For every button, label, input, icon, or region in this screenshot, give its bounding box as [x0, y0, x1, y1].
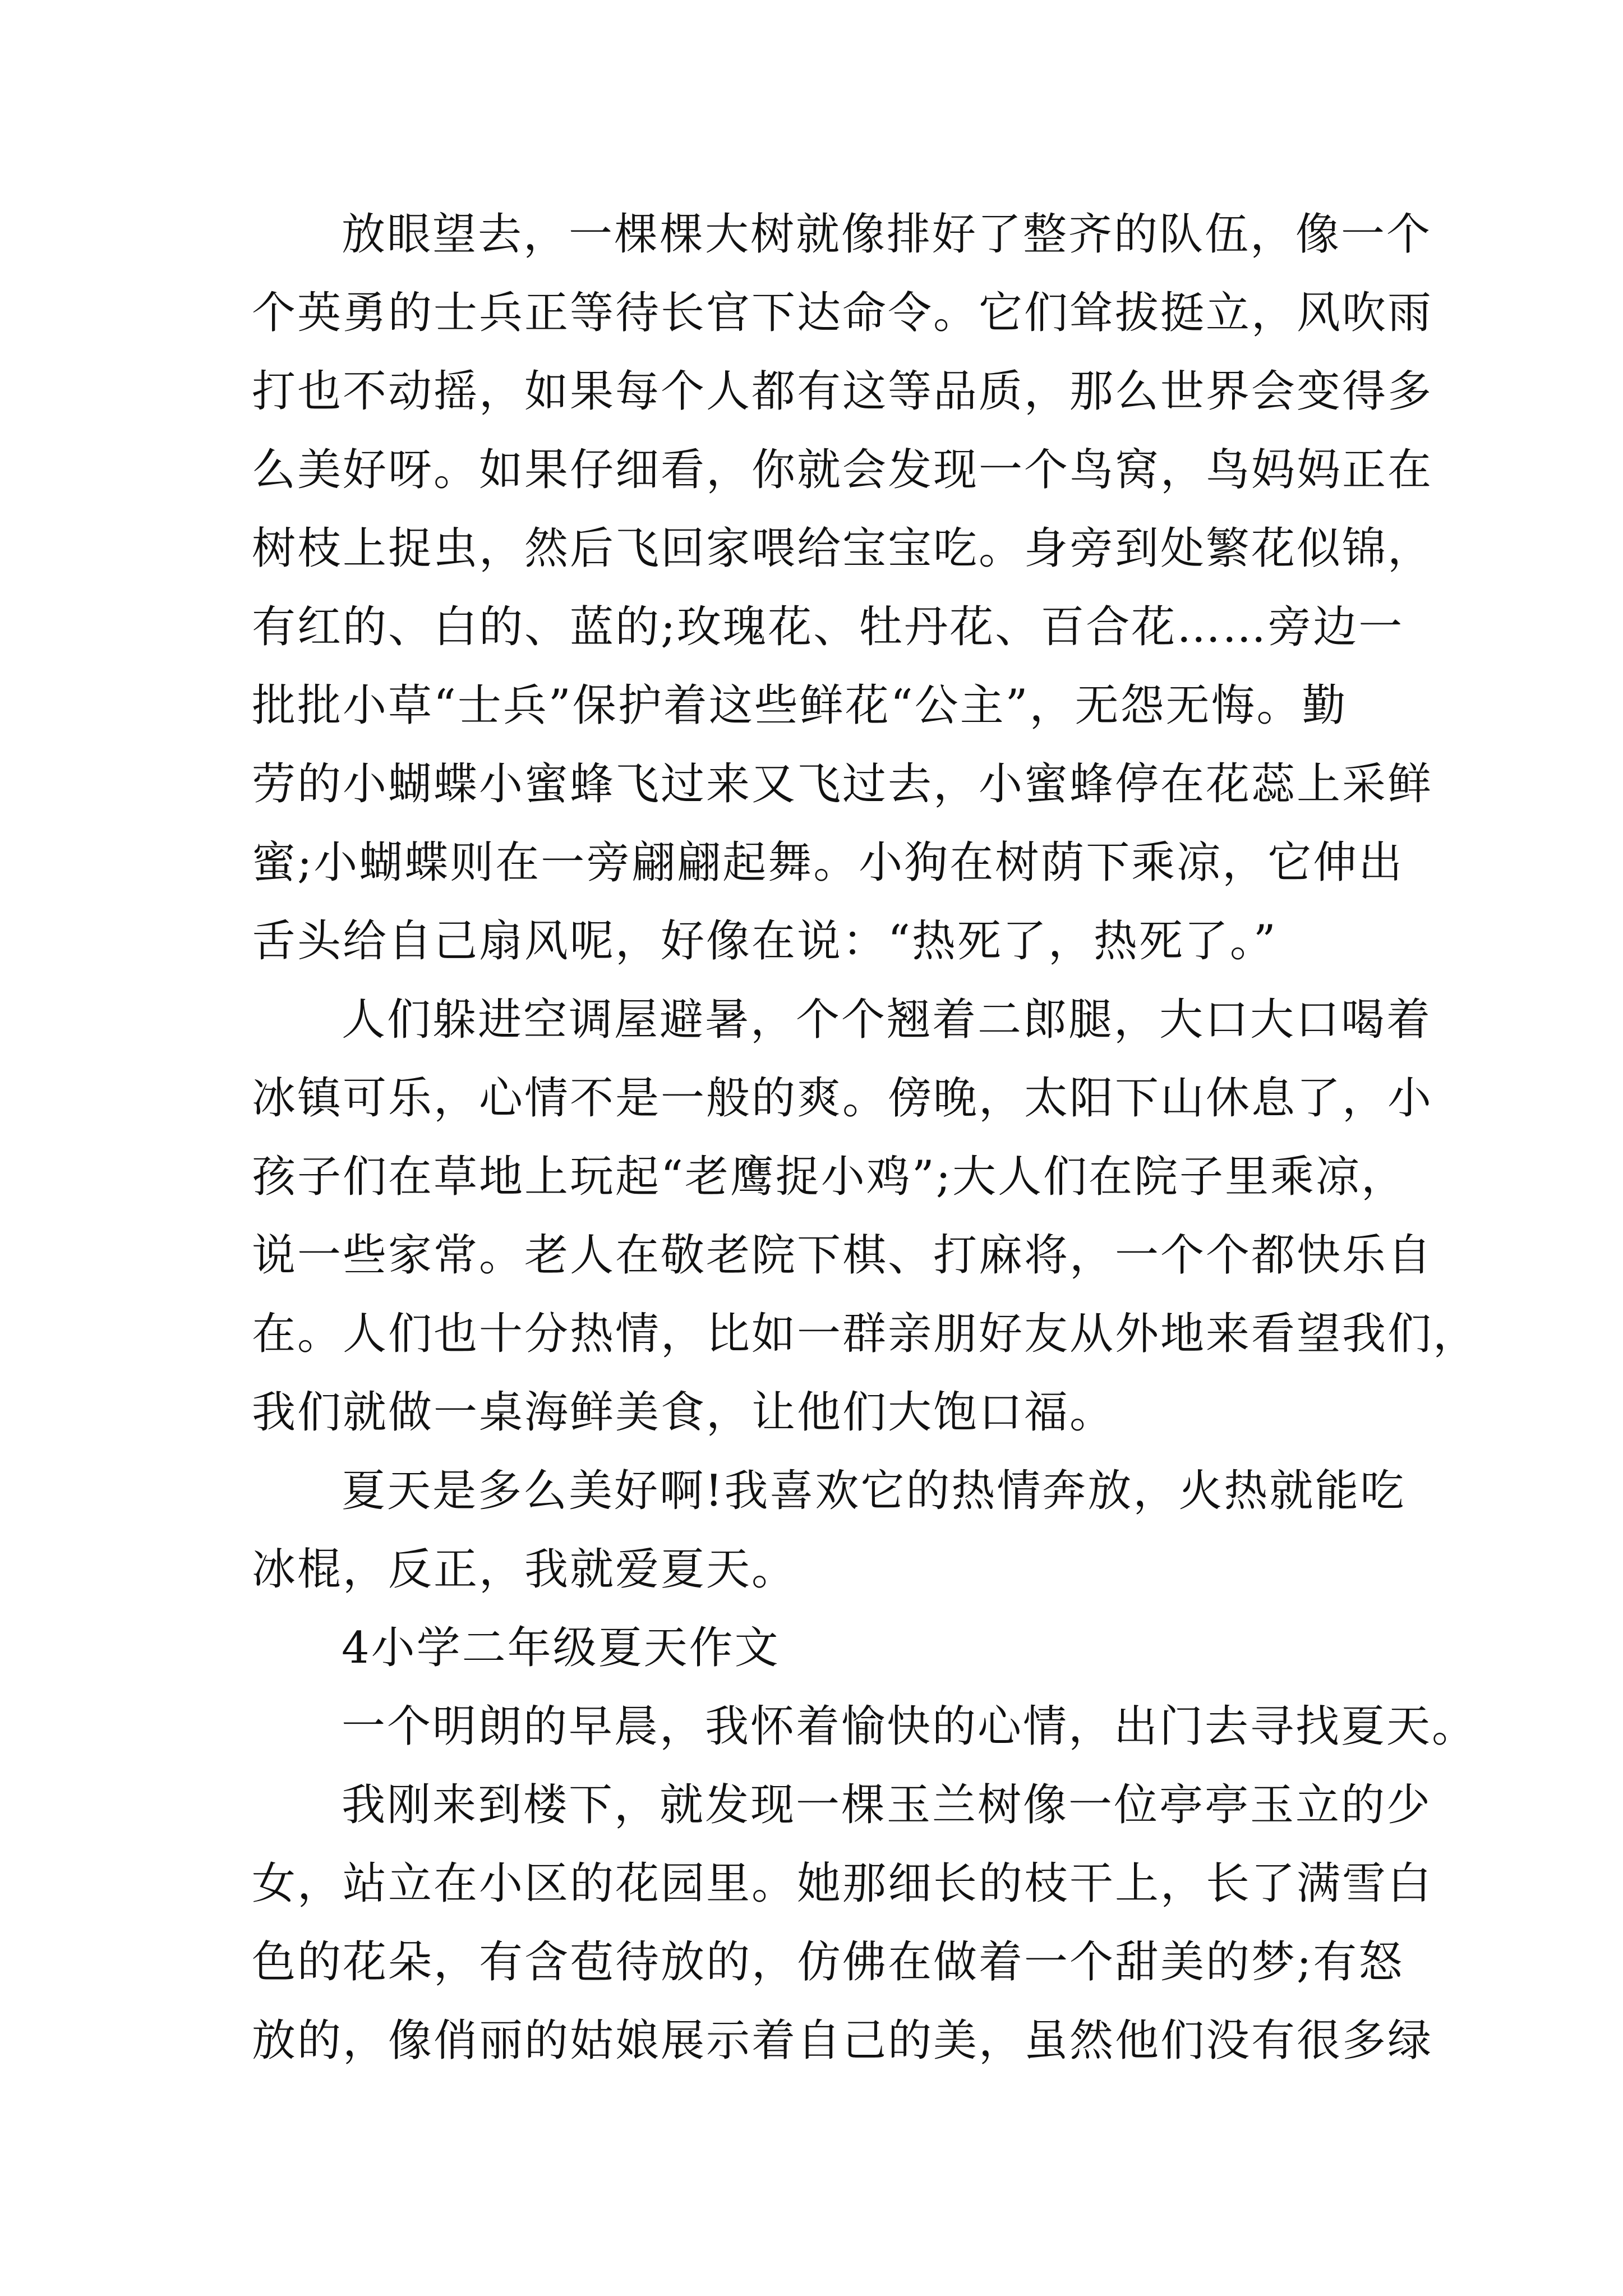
text-line: 放眼望去，一棵棵大树就像排好了整齐的队伍，像一个 — [342, 209, 1432, 260]
text-line: 舌头给自己扇风呢，好像在说：“热死了，热死了。” — [252, 916, 1278, 967]
text-line: 一个明朗的早晨，我怀着愉快的心情，出门去寻找夏天。 — [342, 1701, 1478, 1752]
text-line: 冰镇可乐，心情不是一般的爽。傍晚，太阳下山休息了，小 — [252, 1073, 1433, 1124]
paragraph — [252, 1452, 1406, 1609]
paragraph — [252, 195, 1433, 981]
text-line: 我们就做一桌海鲜美食，让他们大饱口福。 — [252, 1387, 1115, 1438]
text-line: 打也不动摇，如果每个人都有这等品质，那么世界会变得多 — [252, 366, 1433, 417]
text-line: 放的，像俏丽的姑娘展示着自己的美，虽然他们没有很多绿 — [252, 2016, 1433, 2066]
text-line: 孩子们在草地上玩起“老鹰捉小鸡”;大人们在院子里乘凉， — [252, 1152, 1407, 1202]
text-line: 劳的小蝴蝶小蜜蜂飞过来又飞过去，小蜜蜂停在花蕊上采鲜 — [252, 759, 1433, 809]
text-line: 有红的、白的、蓝的;玫瑰花、牡丹花、百合花……旁边一 — [252, 602, 1404, 652]
text-line: 个英勇的士兵正等待长官下达命令。它们耸拔挺立，风吹雨 — [252, 288, 1433, 338]
text-line: 我刚来到楼下，就发现一棵玉兰树像一位亭亭玉立的少 — [342, 1780, 1432, 1830]
text-line: 批批小草“士兵”保护着这些鲜花“公主”，无怨无悔。勤 — [252, 680, 1348, 731]
text-line: 人们躲进空调屋避暑，个个翘着二郎腿，大口大口喝着 — [342, 995, 1432, 1045]
document-body — [252, 195, 1479, 2080]
text-line: 树枝上捉虫，然后飞回家喂给宝宝吃。身旁到处繁花似锦， — [252, 523, 1433, 574]
section-heading-text: 4小学二年级夏天作文 — [342, 1623, 780, 1673]
paragraph — [252, 981, 1479, 1452]
text-line: 在。人们也十分热情，比如一群亲朋好友从外地来看望我们， — [252, 1309, 1479, 1359]
section-heading — [252, 1609, 1385, 1687]
text-line: 冰棍，反正，我就爱夏天。 — [252, 1544, 797, 1595]
paragraph — [252, 1687, 1478, 1766]
text-line: 女，站立在小区的花园里。她那细长的枝干上，长了满雪白 — [252, 1858, 1433, 1909]
text-line: 夏天是多么美好啊!我喜欢它的热情奔放，火热就能吃 — [342, 1466, 1406, 1516]
text-line: 色的花朵，有含苞待放的，仿佛在做着一个甜美的梦;有怒 — [252, 1937, 1404, 1987]
text-line: 说一些家常。老人在敬老院下棋、打麻将，一个个都快乐自 — [252, 1230, 1433, 1281]
text-line: 么美好呀。如果仔细看，你就会发现一个鸟窝，鸟妈妈正在 — [252, 445, 1433, 495]
paragraph — [252, 1766, 1433, 2080]
text-line: 蜜;小蝴蝶则在一旁翩翩起舞。小狗在树荫下乘凉，它伸出 — [252, 838, 1404, 888]
